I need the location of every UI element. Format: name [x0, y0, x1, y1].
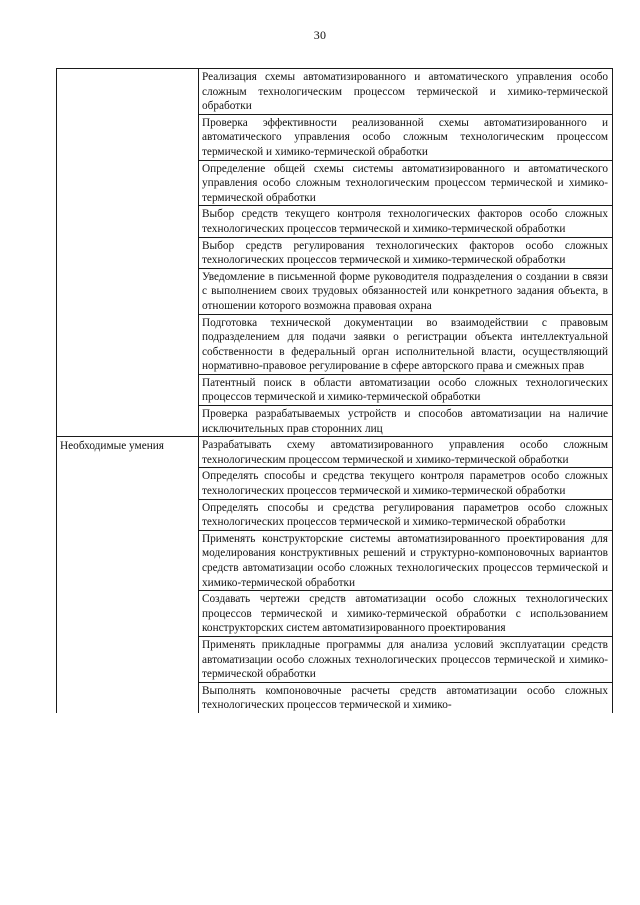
table-cell-text: Выбор средств текущего контроля технологических факторов особо сложных технологических процессов термической и химико-термической обработки — [199, 206, 613, 237]
table-cell-text: Разрабатывать схему автоматизированного управления особо сложным технологическим процессом термической и химико-термической обработки — [199, 437, 613, 468]
table-cell-text: Уведомление в письменной форме руководителя подразделения о создании в связи с выполнением своих трудовых обязанностей или конкретного задания объекта, в отношении которого возможна правовая охрана — [199, 268, 613, 314]
table-cell-text: Реализация схемы автоматизированного и автоматического управления особо сложным технологическим процессом термической и химико-термической обработки — [199, 69, 613, 115]
page-number: 30 — [313, 28, 327, 42]
section-label — [57, 69, 199, 437]
table-cell-text: Применять прикладные программы для анализа условий эксплуатации средств автоматизации особо сложных технологических процессов термической и химико-термической обработки — [199, 636, 613, 682]
requirements-table — [56, 68, 613, 713]
table-row — [57, 437, 613, 468]
table-cell-text: Выполнять компоновочные расчеты средств автоматизации особо сложных технологических процессов термической и химико- — [199, 682, 613, 713]
table-cell-text: Определять способы и средства регулирования параметров особо сложных технологических процессов термической и химико-термической обработки — [199, 499, 613, 530]
section-label: Необходимые умения — [57, 437, 199, 713]
table-cell-text: Патентный поиск в области автоматизации особо сложных технологических процессов термической и химико-термической обработки — [199, 374, 613, 405]
table-body — [57, 69, 613, 713]
table-cell-text: Выбор средств регулирования технологических факторов особо сложных технологических процессов термической и химико-термической обработки — [199, 237, 613, 268]
table-row — [57, 69, 613, 115]
table-cell-text: Проверка эффективности реализованной схемы автоматизированного и автоматического управления особо сложным технологическим процессом термической и химико-термической обработки — [199, 114, 613, 160]
table-cell-text: Определять способы и средства текущего контроля параметров особо сложных технологических процессов термической и химико-термической обработки — [199, 468, 613, 499]
table-cell-text: Проверка разрабатываемых устройств и способов автоматизации на наличие исключительных прав сторонних лиц — [199, 406, 613, 437]
table-cell-text: Создавать чертежи средств автоматизации особо сложных технологических процессов термической и химико-термической обработки с использованием конструкторских систем автоматизированного проектирования — [199, 591, 613, 637]
table-cell-text: Определение общей схемы системы автоматизированного и автоматического управления особо сложным технологическим процессом термической и химико-термической обработки — [199, 160, 613, 206]
table-cell-text: Подготовка технической документации во взаимодействии с правовым подразделением для подачи заявки о регистрации объекта интеллектуальной собственности в федеральный орган исполнительной власти, осуществляющий нормативно-правовое регулирование в сфере авторского права и смежных прав — [199, 314, 613, 374]
table-cell-text: Применять конструкторские системы автоматизированного проектирования для моделирования конструктивных решений и структурно-компоновочных вариантов средств автоматизации особо сложных технологических процессов термической и химико-термической обработки — [199, 530, 613, 590]
